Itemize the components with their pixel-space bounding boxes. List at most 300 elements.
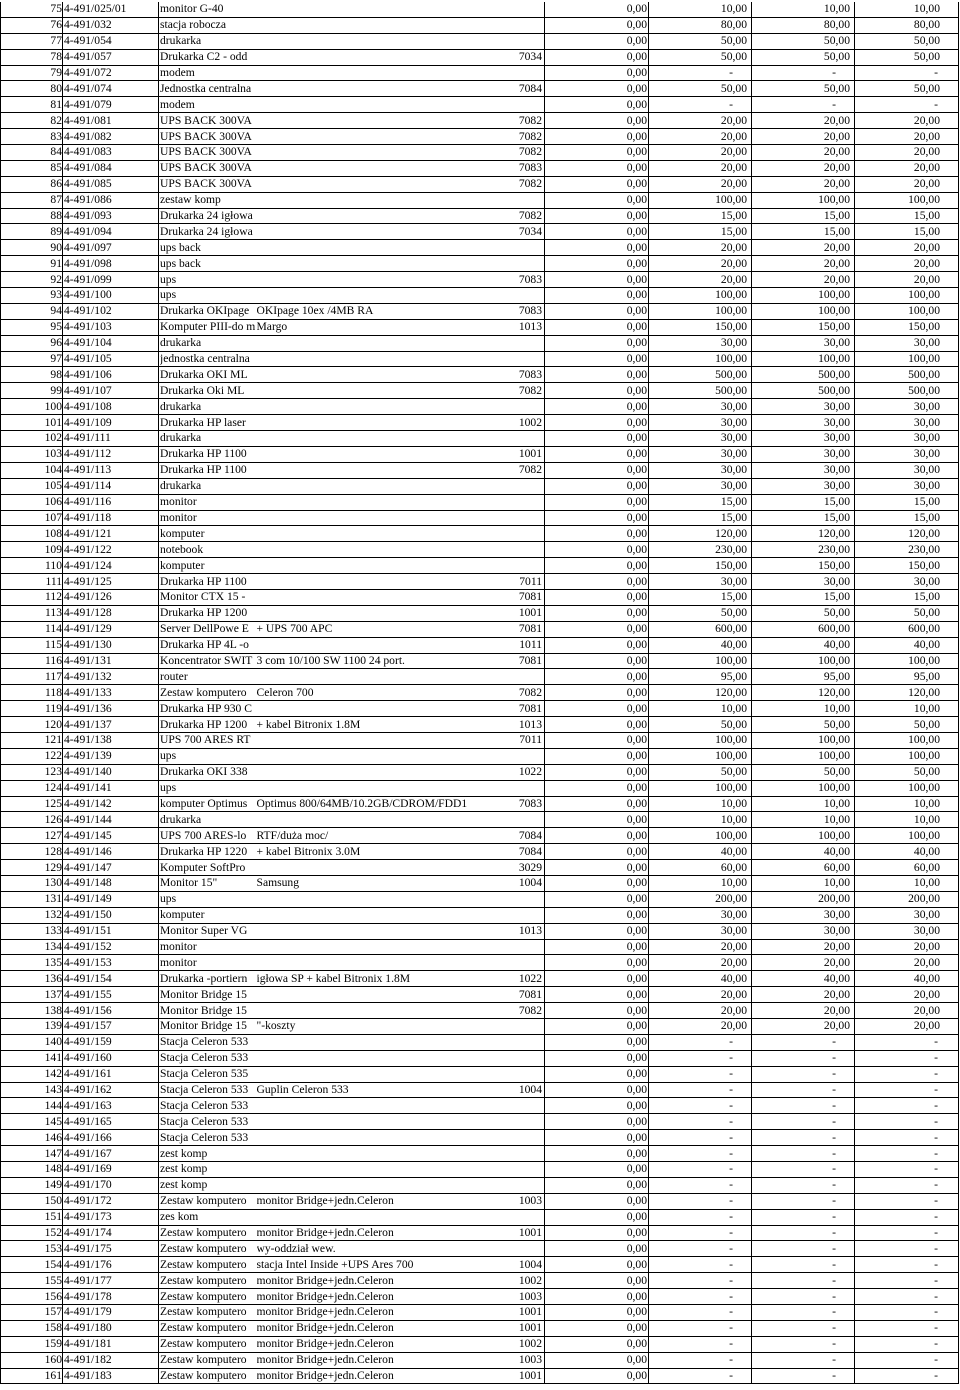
value-3-cell xyxy=(855,796,959,812)
value-3: - xyxy=(934,1241,938,1255)
row-number: 117 xyxy=(45,669,62,683)
value-1-cell xyxy=(649,589,752,605)
value-initial-cell xyxy=(545,351,649,367)
value-3-cell xyxy=(855,415,959,431)
table-row xyxy=(1,828,959,844)
item-name: Drukarka HP 930 C xyxy=(160,701,252,715)
row-number-cell xyxy=(1,113,63,129)
value-3: - xyxy=(934,1321,938,1335)
value-2: 30,00 xyxy=(823,908,850,922)
value-1: 50,00 xyxy=(720,34,747,48)
item-description-cell xyxy=(256,542,486,558)
row-number-cell xyxy=(1,939,63,955)
inventory-number-cell xyxy=(63,891,159,907)
item-description-cell xyxy=(256,987,486,1003)
value-1-cell xyxy=(649,224,752,240)
value-2-cell xyxy=(752,605,855,621)
item-description-cell xyxy=(256,431,486,447)
value-1-cell xyxy=(649,1034,752,1050)
inventory-number: 4-491/054 xyxy=(64,34,112,48)
value-3-cell xyxy=(855,240,959,256)
value-1-cell xyxy=(649,637,752,653)
item-name: Zestaw komputero xyxy=(160,685,247,699)
inventory-number-cell xyxy=(63,2,159,17)
value-initial: 0,00 xyxy=(626,717,647,731)
value-3-cell xyxy=(855,1209,959,1225)
row-number: 132 xyxy=(44,908,62,922)
item-name: notebook xyxy=(160,542,204,556)
value-initial-cell xyxy=(545,589,649,605)
row-number: 109 xyxy=(44,542,62,556)
value-1-cell xyxy=(649,605,752,621)
value-3-cell xyxy=(855,701,959,717)
row-number: 76 xyxy=(50,18,62,32)
row-number-cell xyxy=(1,33,63,49)
item-name: jednostka centralna xyxy=(160,352,250,366)
value-2-cell xyxy=(752,1352,855,1368)
table-row xyxy=(1,1225,959,1241)
value-2-cell xyxy=(752,764,855,780)
value-initial: 0,00 xyxy=(626,828,647,842)
value-2-cell xyxy=(752,812,855,828)
value-2-cell xyxy=(752,160,855,176)
item-name-cell xyxy=(159,33,256,49)
value-3: 100,00 xyxy=(908,653,940,667)
location-code: 1002 xyxy=(518,415,542,429)
value-initial-cell xyxy=(545,939,649,955)
item-name-cell xyxy=(159,399,256,415)
inventory-number-cell xyxy=(63,923,159,939)
row-number: 113 xyxy=(45,606,62,620)
value-1: 30,00 xyxy=(720,479,747,493)
inventory-number: 4-491/125 xyxy=(64,574,112,588)
value-1-cell xyxy=(649,1289,752,1305)
value-initial: 0,00 xyxy=(626,653,647,667)
inventory-number-cell xyxy=(63,1146,159,1162)
value-1: 100,00 xyxy=(715,781,747,795)
item-name-cell xyxy=(159,1273,256,1289)
value-2: 10,00 xyxy=(823,812,850,826)
value-1: 30,00 xyxy=(720,908,747,922)
value-1: - xyxy=(729,1098,733,1112)
value-3-cell xyxy=(855,780,959,796)
value-initial-cell xyxy=(545,81,649,97)
value-1-cell xyxy=(649,1162,752,1178)
row-number: 78 xyxy=(50,50,62,64)
inventory-number: 4-491/116 xyxy=(64,495,112,509)
value-2: 95,00 xyxy=(823,669,850,683)
value-1: 15,00 xyxy=(720,209,747,223)
location-code-cell xyxy=(486,796,545,812)
value-3-cell xyxy=(855,875,959,891)
value-3: - xyxy=(934,1035,938,1049)
value-initial: 0,00 xyxy=(626,574,647,588)
value-3-cell xyxy=(855,1050,959,1066)
value-3-cell xyxy=(855,494,959,510)
inventory-number: 4-491/163 xyxy=(64,1098,112,1112)
value-2: 20,00 xyxy=(823,256,850,270)
value-2: - xyxy=(832,1321,836,1335)
location-code-cell xyxy=(486,510,545,526)
row-number-cell xyxy=(1,1305,63,1321)
value-2: 20,00 xyxy=(823,161,850,175)
location-code-cell xyxy=(486,335,545,351)
value-1: 10,00 xyxy=(720,876,747,890)
value-3: 20,00 xyxy=(913,129,940,143)
row-number: 112 xyxy=(45,590,62,604)
item-description-cell xyxy=(256,1336,486,1352)
value-3-cell xyxy=(855,844,959,860)
value-2-cell xyxy=(752,907,855,923)
value-2-cell xyxy=(752,1114,855,1130)
row-number: 159 xyxy=(44,1337,62,1351)
row-number-cell xyxy=(1,621,63,637)
value-3: 95,00 xyxy=(913,669,940,683)
value-3-cell xyxy=(855,1289,959,1305)
item-name-cell xyxy=(159,621,256,637)
value-2-cell xyxy=(752,478,855,494)
inventory-number-cell xyxy=(63,208,159,224)
row-number: 93 xyxy=(50,288,62,302)
location-code: 7081 xyxy=(518,653,542,667)
row-number: 130 xyxy=(44,876,62,890)
value-1: 15,00 xyxy=(720,224,747,238)
value-initial: 0,00 xyxy=(626,50,647,64)
item-name-cell xyxy=(159,462,256,478)
value-initial-cell xyxy=(545,1146,649,1162)
value-1-cell xyxy=(649,717,752,733)
value-3: - xyxy=(934,1114,938,1128)
row-number: 137 xyxy=(44,987,62,1001)
value-initial: 0,00 xyxy=(626,924,647,938)
item-name-cell xyxy=(159,764,256,780)
row-number: 125 xyxy=(44,796,62,810)
item-name-cell xyxy=(159,383,256,399)
value-2: - xyxy=(832,1369,836,1383)
value-initial-cell xyxy=(545,1257,649,1273)
value-2-cell xyxy=(752,1336,855,1352)
row-number-cell xyxy=(1,351,63,367)
row-number-cell xyxy=(1,589,63,605)
item-name: ups xyxy=(160,781,177,795)
value-initial: 0,00 xyxy=(626,669,647,683)
value-2: 30,00 xyxy=(823,336,850,350)
value-2: 100,00 xyxy=(818,352,850,366)
value-1: - xyxy=(729,1241,733,1255)
value-initial: 0,00 xyxy=(626,1321,647,1335)
value-1-cell xyxy=(649,764,752,780)
value-initial-cell xyxy=(545,1225,649,1241)
item-name: UPS BACK 300VA xyxy=(160,177,252,191)
row-number-cell xyxy=(1,145,63,161)
value-initial: 0,00 xyxy=(626,272,647,286)
value-1-cell xyxy=(649,907,752,923)
row-number: 91 xyxy=(50,256,62,270)
value-3: - xyxy=(934,1178,938,1192)
location-code: 7082 xyxy=(518,177,542,191)
value-initial-cell xyxy=(545,812,649,828)
value-3: - xyxy=(934,1337,938,1351)
row-number-cell xyxy=(1,558,63,574)
table-row xyxy=(1,621,959,637)
table-row xyxy=(1,319,959,335)
inventory-number-cell xyxy=(63,669,159,685)
location-code-cell xyxy=(486,1050,545,1066)
row-number: 123 xyxy=(44,765,62,779)
value-initial: 0,00 xyxy=(626,1273,647,1287)
inventory-number-cell xyxy=(63,1273,159,1289)
inventory-number-cell xyxy=(63,192,159,208)
value-initial-cell xyxy=(545,33,649,49)
inventory-number-cell xyxy=(63,732,159,748)
value-1-cell xyxy=(649,208,752,224)
item-name-cell xyxy=(159,717,256,733)
table-row xyxy=(1,160,959,176)
item-description-cell xyxy=(256,701,486,717)
value-2-cell xyxy=(752,367,855,383)
value-2: - xyxy=(832,1226,836,1240)
value-initial: 0,00 xyxy=(626,733,647,747)
row-number-cell xyxy=(1,1019,63,1035)
value-1: 15,00 xyxy=(720,510,747,524)
value-2: 50,00 xyxy=(823,34,850,48)
item-name-cell xyxy=(159,748,256,764)
table-row xyxy=(1,335,959,351)
row-number: 86 xyxy=(50,177,62,191)
item-description-cell xyxy=(256,399,486,415)
item-description-cell xyxy=(256,558,486,574)
value-1-cell xyxy=(649,558,752,574)
value-initial: 0,00 xyxy=(626,892,647,906)
location-code-cell xyxy=(486,748,545,764)
item-description: monitor Bridge+jedn.Celeron xyxy=(256,1321,394,1335)
value-2: 30,00 xyxy=(823,924,850,938)
location-code-cell xyxy=(486,145,545,161)
value-3: 20,00 xyxy=(913,177,940,191)
location-code-cell xyxy=(486,1162,545,1178)
inventory-number: 4-491/183 xyxy=(64,1369,112,1383)
table-row xyxy=(1,240,959,256)
value-1: 20,00 xyxy=(720,177,747,191)
row-number: 156 xyxy=(44,1289,62,1303)
item-name-cell xyxy=(159,875,256,891)
value-2: 10,00 xyxy=(823,701,850,715)
row-number-cell xyxy=(1,1257,63,1273)
value-3-cell xyxy=(855,685,959,701)
item-name-cell xyxy=(159,240,256,256)
row-number-cell xyxy=(1,81,63,97)
value-3: 40,00 xyxy=(913,844,940,858)
location-code: 1003 xyxy=(518,1353,542,1367)
row-number-cell xyxy=(1,160,63,176)
inventory-number: 4-491/136 xyxy=(64,701,112,715)
row-number-cell xyxy=(1,955,63,971)
item-description-cell xyxy=(256,891,486,907)
location-code-cell xyxy=(486,208,545,224)
inventory-number: 4-491/122 xyxy=(64,542,112,556)
value-2: 100,00 xyxy=(818,828,850,842)
item-description-cell xyxy=(256,1257,486,1273)
item-name-cell xyxy=(159,288,256,304)
location-code-cell xyxy=(486,367,545,383)
value-3-cell xyxy=(855,272,959,288)
inventory-number-cell xyxy=(63,1257,159,1273)
value-1-cell xyxy=(649,860,752,876)
value-1-cell xyxy=(649,1114,752,1130)
value-2: - xyxy=(832,1114,836,1128)
value-initial-cell xyxy=(545,701,649,717)
value-3-cell xyxy=(855,1034,959,1050)
inventory-number: 4-491/181 xyxy=(64,1337,112,1351)
location-code: 1013 xyxy=(518,924,542,938)
value-1-cell xyxy=(649,1209,752,1225)
row-number-cell xyxy=(1,1177,63,1193)
value-3: 10,00 xyxy=(913,2,940,16)
table-row xyxy=(1,478,959,494)
table-row xyxy=(1,605,959,621)
item-name-cell xyxy=(159,1241,256,1257)
inventory-number: 4-491/121 xyxy=(64,526,112,540)
table-row xyxy=(1,780,959,796)
value-1-cell xyxy=(649,399,752,415)
value-1: - xyxy=(729,1257,733,1271)
value-initial: 0,00 xyxy=(626,939,647,953)
item-description-cell xyxy=(256,65,486,81)
table-row xyxy=(1,17,959,33)
value-3: 40,00 xyxy=(913,971,940,985)
value-3: - xyxy=(934,1067,938,1081)
row-number-cell xyxy=(1,335,63,351)
value-1: 100,00 xyxy=(715,193,747,207)
value-2: 20,00 xyxy=(823,177,850,191)
location-code-cell xyxy=(486,17,545,33)
item-description-cell xyxy=(256,812,486,828)
value-2: 20,00 xyxy=(823,272,850,286)
item-description-cell xyxy=(256,494,486,510)
value-2: - xyxy=(832,1241,836,1255)
value-initial-cell xyxy=(545,891,649,907)
table-row xyxy=(1,49,959,65)
item-name: Drukarka OKI ML xyxy=(160,367,248,381)
value-2: 100,00 xyxy=(818,749,850,763)
value-1-cell xyxy=(649,1050,752,1066)
location-code-cell xyxy=(486,1193,545,1209)
item-name-cell xyxy=(159,1130,256,1146)
item-name: komputer xyxy=(160,558,205,572)
table-row xyxy=(1,1003,959,1019)
inventory-number: 4-491/162 xyxy=(64,1083,112,1096)
row-number: 81 xyxy=(50,97,62,111)
value-2-cell xyxy=(752,685,855,701)
value-1-cell xyxy=(649,303,752,319)
value-3: 15,00 xyxy=(913,495,940,509)
item-name: Monitor Bridge 15 xyxy=(160,987,247,1001)
item-name: Zestaw komputero xyxy=(160,1289,247,1303)
value-1-cell xyxy=(649,796,752,812)
value-initial-cell xyxy=(545,176,649,192)
value-1-cell xyxy=(649,987,752,1003)
value-2: - xyxy=(832,1337,836,1351)
value-2-cell xyxy=(752,176,855,192)
inventory-number: 4-491/112 xyxy=(64,447,112,461)
value-2: 40,00 xyxy=(823,971,850,985)
value-1: - xyxy=(729,1035,733,1049)
value-1: 40,00 xyxy=(720,638,747,652)
value-1-cell xyxy=(649,542,752,558)
inventory-number-cell xyxy=(63,875,159,891)
value-3: 50,00 xyxy=(913,606,940,620)
inventory-number-cell xyxy=(63,605,159,621)
inventory-number: 4-491/169 xyxy=(64,1162,112,1176)
location-code-cell xyxy=(486,923,545,939)
location-code-cell xyxy=(486,1289,545,1305)
value-initial: 0,00 xyxy=(626,399,647,413)
value-2: 600,00 xyxy=(818,622,850,636)
value-1-cell xyxy=(649,955,752,971)
value-initial: 0,00 xyxy=(626,685,647,699)
item-description-cell xyxy=(256,621,486,637)
inventory-number: 4-491/155 xyxy=(64,987,112,1001)
item-name: monitor xyxy=(160,495,197,509)
table-row xyxy=(1,113,959,129)
item-description: monitor Bridge+jedn.Celeron xyxy=(256,1337,394,1351)
item-description-cell xyxy=(256,415,486,431)
value-1: 80,00 xyxy=(720,18,747,32)
inventory-number-cell xyxy=(63,1114,159,1130)
value-initial: 0,00 xyxy=(626,987,647,1001)
item-description-cell xyxy=(256,717,486,733)
inventory-number-cell xyxy=(63,748,159,764)
table-row xyxy=(1,1257,959,1273)
value-2: 80,00 xyxy=(823,18,850,32)
inventory-number-cell xyxy=(63,1289,159,1305)
inventory-number: 4-491/103 xyxy=(64,320,112,334)
location-code-cell xyxy=(486,462,545,478)
inventory-number: 4-491/139 xyxy=(64,749,112,763)
item-name-cell xyxy=(159,907,256,923)
row-number: 119 xyxy=(45,701,62,715)
value-2: 30,00 xyxy=(823,447,850,461)
value-1-cell xyxy=(649,367,752,383)
value-initial-cell xyxy=(545,621,649,637)
value-initial-cell xyxy=(545,526,649,542)
item-name: Drukarka HP 1200 xyxy=(160,717,248,731)
inventory-number: 4-491/180 xyxy=(64,1321,112,1335)
inventory-number-cell xyxy=(63,542,159,558)
value-3-cell xyxy=(855,732,959,748)
value-2: - xyxy=(832,1035,836,1049)
inventory-number-cell xyxy=(63,399,159,415)
value-3-cell xyxy=(855,1146,959,1162)
item-name: Server DellPowe E xyxy=(160,622,249,636)
value-initial-cell xyxy=(545,542,649,558)
item-name-cell xyxy=(159,1289,256,1305)
value-2: 150,00 xyxy=(818,320,850,334)
value-2: 30,00 xyxy=(823,479,850,493)
value-3-cell xyxy=(855,955,959,971)
item-description-cell xyxy=(256,1289,486,1305)
inventory-number: 4-491/079 xyxy=(64,97,112,111)
item-name-cell xyxy=(159,637,256,653)
row-number-cell xyxy=(1,780,63,796)
item-name: monitor xyxy=(160,955,197,969)
value-3: 30,00 xyxy=(913,399,940,413)
item-name: Drukarka HP 1100 xyxy=(160,463,247,477)
value-2: - xyxy=(832,1305,836,1319)
item-name-cell xyxy=(159,113,256,129)
row-number: 106 xyxy=(44,495,62,509)
inventory-number: 4-491/166 xyxy=(64,1130,112,1144)
